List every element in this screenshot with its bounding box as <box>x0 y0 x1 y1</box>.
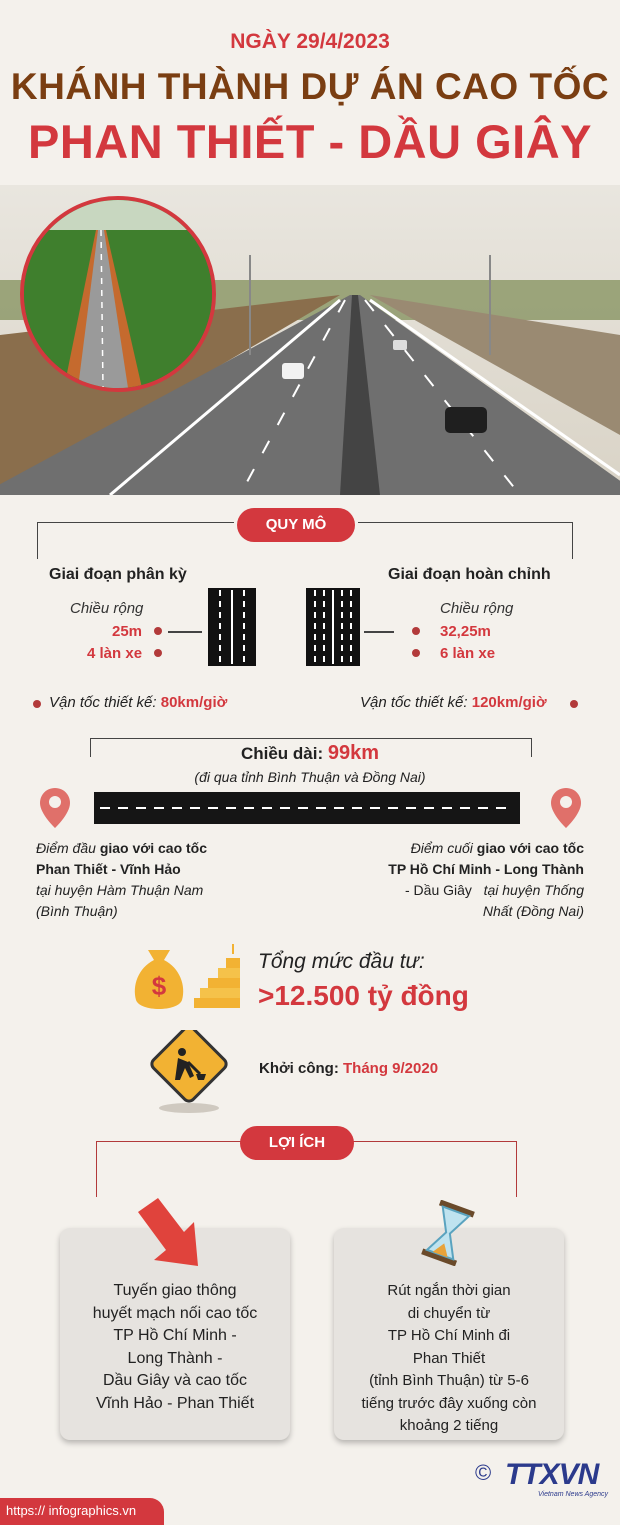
start-date-label: Khởi công: <box>259 1060 339 1077</box>
phase-right-lanes: 6 làn xe <box>440 645 496 662</box>
start-date-value: Tháng 9/2020 <box>343 1060 439 1077</box>
bullet-dot <box>154 649 162 657</box>
benefit-right-line: di chuyển từ <box>407 1304 491 1322</box>
benefit-left-line: Tuyến giao thông <box>113 1282 237 1299</box>
start-italic3: (Bình Thuận) <box>36 903 118 919</box>
four-lane-road-icon <box>208 588 256 666</box>
end-point-text <box>334 838 584 922</box>
phase-left-width-label: Chiều rộng <box>70 600 144 617</box>
benefit-bracket-right <box>352 1141 517 1197</box>
construction-sign-icon <box>150 1030 228 1119</box>
start-italic2: tại huyện Hàm Thuận Nam <box>36 882 204 898</box>
map-pin-icon <box>40 788 70 833</box>
red-arrow-icon <box>132 1198 206 1275</box>
bullet-dot <box>33 700 41 708</box>
end-line3b: tại huyện Thống <box>483 882 584 898</box>
bullet-dot <box>412 627 420 635</box>
speed-right-label: Vận tốc thiết kế: <box>360 694 468 711</box>
benefit-right-line: tiếng trước đây xuống còn <box>361 1394 537 1412</box>
title-line-2: PHAN THIẾT - DẦU GIÂY <box>27 115 593 168</box>
benefit-pill: LỢI ÍCH <box>240 1126 354 1160</box>
benefit-right-line: (tỉnh Bình Thuận) từ 5-6 <box>369 1372 529 1389</box>
bullet-dot <box>412 649 420 657</box>
speed-right-value: 120km/giờ <box>471 694 547 711</box>
end-line3a: - Dầu Giây <box>405 882 472 898</box>
phase-left-width-value: 25m <box>112 623 143 640</box>
benefit-left-line: Dầu Giây và cao tốc <box>102 1372 248 1389</box>
speed-right <box>360 694 547 711</box>
date-heading: NGÀY 29/4/2023 <box>230 30 390 53</box>
scale-pill: QUY MÔ <box>237 508 355 542</box>
start-italic1: Điểm đầu <box>36 840 96 856</box>
start-date-line <box>259 1060 438 1077</box>
length-value: 99km <box>327 742 380 764</box>
start-point-text <box>36 838 276 922</box>
speed-left-label: Vận tốc thiết kế: <box>49 694 157 711</box>
benefit-left-text <box>60 1280 290 1415</box>
benefit-left-line: Long Thành - <box>127 1349 223 1367</box>
hourglass-icon <box>420 1200 476 1271</box>
length-line <box>110 742 510 765</box>
map-pin-icon <box>551 788 581 833</box>
svg-text:$: $ <box>151 971 167 1001</box>
end-line4: Nhất (Đồng Nai) <box>482 903 584 919</box>
benefit-right-line: Rút ngắn thời gian <box>387 1282 511 1299</box>
bullet-dot <box>154 627 162 635</box>
bullet-dot <box>570 700 578 708</box>
start-bold2: Phan Thiết - Vĩnh Hảo <box>36 861 181 877</box>
agency-tagline: Vietnam News Agency <box>538 1491 609 1498</box>
phase-left-lanes: 4 làn xe <box>87 645 143 662</box>
investment-value: >12.500 tỷ đồng <box>258 980 469 1011</box>
benefit-right-text <box>334 1280 564 1438</box>
bracket-left <box>37 522 234 559</box>
end-italic1: Điểm cuối <box>410 840 473 856</box>
benefit-left-line: huyết mạch nối cao tốc <box>92 1304 258 1322</box>
length-note: (đi qua tỉnh Bình Thuận và Đồng Nai) <box>194 769 426 785</box>
benefit-bracket-left <box>96 1141 243 1197</box>
speed-left <box>49 694 227 711</box>
benefit-left-line: TP Hồ Chí Minh - <box>113 1327 237 1344</box>
phase-left-title: Giai đoạn phân kỳ <box>49 566 187 583</box>
aerial-inset-photo <box>20 196 216 392</box>
phase-right-width-value: 32,25m <box>440 623 491 640</box>
length-label: Chiều dài: <box>240 744 324 763</box>
benefit-right-line: TP Hồ Chí Minh đi <box>387 1327 511 1344</box>
speed-left-value: 80km/giờ <box>160 694 228 711</box>
start-bold1: giao với cao tốc <box>99 840 208 856</box>
connector-line <box>364 631 394 633</box>
end-bold1: giao với cao tốc <box>476 840 584 856</box>
route-road-dash <box>100 807 514 809</box>
bracket-right <box>358 522 573 559</box>
copyright-symbol: © <box>475 1460 492 1485</box>
ttxvn-logo: TTXVN <box>505 1458 599 1491</box>
end-bold2: TP Hồ Chí Minh - Long Thành <box>388 861 584 877</box>
six-lane-road-icon <box>306 588 360 666</box>
footer-url[interactable]: https:// infographics.vn <box>6 1503 137 1518</box>
investment-label: Tổng mức đầu tư: <box>258 950 425 973</box>
benefit-right-line: Phan Thiết <box>412 1349 486 1367</box>
connector-line <box>168 631 202 633</box>
phase-right-width-label: Chiều rộng <box>440 600 514 617</box>
money-bag-icon <box>128 942 246 1019</box>
phase-right-title: Giai đoạn hoàn chỉnh <box>388 566 551 583</box>
benefit-right-line: khoảng 2 tiếng <box>399 1417 499 1434</box>
title-line-1: KHÁNH THÀNH DỰ ÁN CAO TỐC <box>10 66 610 107</box>
benefit-left-line: Vĩnh Hảo - Phan Thiết <box>95 1394 255 1412</box>
